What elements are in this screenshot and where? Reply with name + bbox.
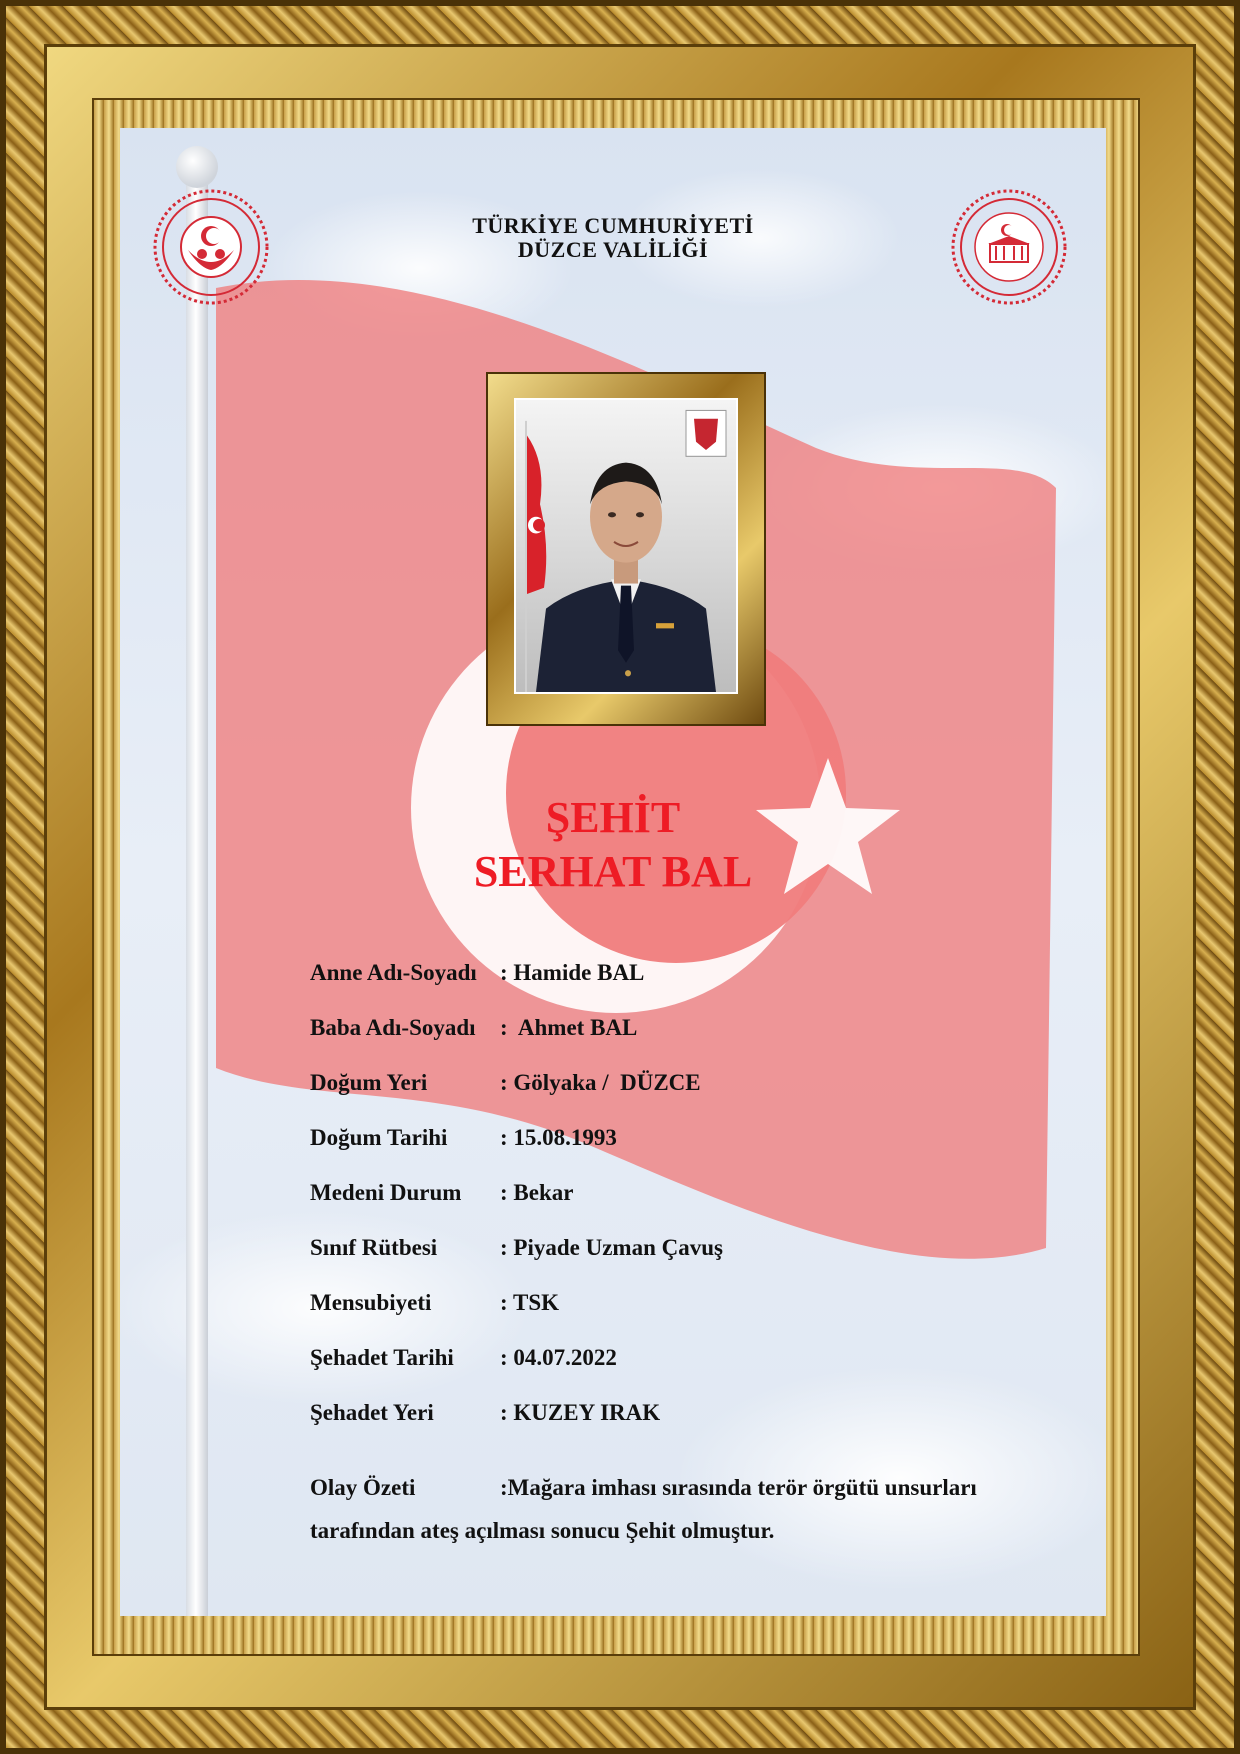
detail-value: : Piyade Uzman Çavuş [500,1235,723,1260]
title-name: SERHAT BAL [473,847,753,896]
detail-row-marital-status [310,1166,1090,1221]
detail-label: Mensubiyeti [310,1290,432,1315]
detail-label: Doğum Yeri [310,1070,428,1095]
governorship-seal-icon [950,188,1068,306]
detail-value: : 15.08.1993 [500,1125,617,1150]
detail-value: : Hamide BAL [500,960,645,985]
detail-value: : Bekar [500,1180,574,1205]
portrait-frame [486,372,766,726]
detail-label: Anne Adı-Soyadı [310,960,477,985]
detail-label: Şehadet Tarihi [310,1345,454,1370]
detail-label: Baba Adı-Soyadı [310,1015,476,1040]
detail-value: : KUZEY IRAK [500,1400,661,1425]
detail-row-martyrdom-place [310,1386,1090,1441]
summary-text-line-2: tarafından ateş açılması sonucu Şehit olmuştur. [310,1518,775,1543]
sky-background [120,128,1106,1616]
detail-label: Doğum Tarihi [310,1125,448,1150]
header-line-1: TÜRKİYE CUMHURİYETİ [472,213,754,238]
detail-row-birthdate [310,1111,1090,1166]
detail-row-rank [310,1221,1090,1276]
header-line-2: DÜZCE VALİLİĞİ [517,237,709,262]
detail-label: Sınıf Rütbesi [310,1235,438,1260]
detail-label: Şehadet Yeri [310,1400,434,1425]
title-martyr: ŞEHİT [545,793,681,842]
summary-label: Olay Özeti [310,1475,416,1500]
detail-value: : 04.07.2022 [500,1345,617,1370]
detail-row-martyrdom-date [310,1331,1090,1386]
detail-value: : TSK [500,1290,560,1315]
detail-value: : Ahmet BAL [500,1015,638,1040]
detail-row-affiliation [310,1276,1090,1331]
detail-label: Medeni Durum [310,1180,462,1205]
detail-row-father [310,1001,1090,1056]
flagpole-knob [176,146,218,188]
detail-row-mother [310,946,1090,1001]
detail-row-birthplace [310,1056,1090,1111]
summary-text-line-1: :Mağara imhası sırasında terör örgütü unsurları [500,1475,977,1500]
details-list [310,946,1090,1441]
detail-value: : Gölyaka / DÜZCE [500,1070,701,1095]
soldier-portrait-icon [516,400,736,692]
portrait-photo [514,398,738,694]
